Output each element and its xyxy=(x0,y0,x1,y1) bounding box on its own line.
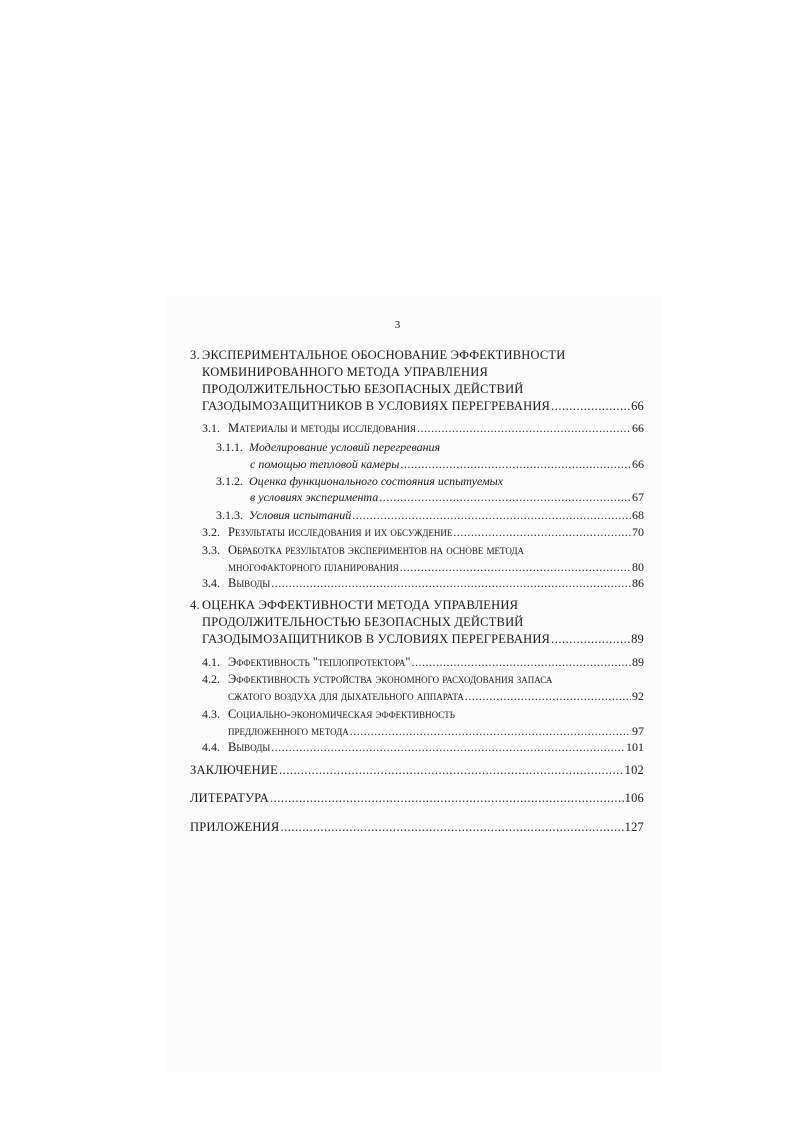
toc-ch4-line2 xyxy=(202,615,524,630)
toc-s4-2-title-1: Эффективность устройства экономного расходования запаса xyxy=(228,672,553,686)
toc-leader-dots xyxy=(465,689,631,704)
toc-leader-dots xyxy=(280,820,623,835)
toc-s3-1-2-line1 xyxy=(216,474,503,489)
toc-s3-4-num: 3.4. xyxy=(202,576,220,590)
toc-s4-2-line2 xyxy=(228,689,644,704)
toc-ch4-line1 xyxy=(190,598,518,613)
toc-leader-dots xyxy=(270,791,624,806)
toc-leader-dots xyxy=(350,724,631,739)
toc-leader-dots xyxy=(271,740,625,755)
toc-s3-3-title-1: Обработка результатов экспериментов на основе метода xyxy=(228,543,525,557)
toc-s3-1-page: 66 xyxy=(632,421,644,435)
toc-s4-3-num: 4.3. xyxy=(202,707,220,721)
toc-leader-dots xyxy=(271,576,631,591)
toc-s4-3-page: 97 xyxy=(632,724,644,738)
toc-ch3-title-1: ЭКСПЕРИМЕНТАЛЬНОЕ ОБОСНОВАНИЕ ЭФФЕКТИВНОСТИ xyxy=(202,348,566,362)
toc-s3-1-3 xyxy=(216,508,644,523)
toc-ch3-title-4: ГАЗОДЫМОЗАЩИТНИКОВ В УСЛОВИЯХ ПЕРЕГРЕВАНИЯ xyxy=(202,399,551,413)
toc-s3-1 xyxy=(202,421,644,436)
toc-s3-3-line1 xyxy=(202,543,524,558)
toc-ch4-title-1: ОЦЕНКА ЭФФЕКТИВНОСТИ МЕТОДА УПРАВЛЕНИЯ xyxy=(202,598,519,612)
toc-s4-3-title-2: предложенного метода xyxy=(228,724,349,738)
toc-leader-dots xyxy=(400,457,631,472)
toc-ch4-title-3: ГАЗОДЫМОЗАЩИТНИКОВ В УСЛОВИЯХ ПЕРЕГРЕВАНИЯ xyxy=(202,632,551,646)
toc-ch3-num: 3. xyxy=(190,348,200,362)
toc-ch3-title-2: КОМБИНИРОВАННОГО МЕТОДА УПРАВЛЕНИЯ xyxy=(202,365,489,379)
toc-ch3-line2 xyxy=(202,365,488,380)
toc-ch4-title-2: ПРОДОЛЖИТЕЛЬНОСТЬЮ БЕЗОПАСНЫХ ДЕЙСТВИЙ xyxy=(202,615,524,629)
toc-s3-1-1-line1 xyxy=(216,440,440,455)
toc-s4-3-line2 xyxy=(228,724,644,739)
toc-leader-dots xyxy=(551,399,630,414)
toc-s3-4 xyxy=(202,576,644,591)
toc-s3-3-title-2: многофакторного планирования xyxy=(228,560,399,574)
toc-s3-3-num: 3.3. xyxy=(202,543,220,557)
toc-s3-2-page: 70 xyxy=(632,525,644,539)
toc-s3-2 xyxy=(202,525,644,540)
toc-s3-1-2-title-2: в условиях эксперимента xyxy=(250,490,379,504)
toc-s4-3-line1 xyxy=(202,707,455,722)
toc-ch4-page: 89 xyxy=(631,632,644,646)
toc-leader-dots xyxy=(417,421,631,436)
toc-appendix-label: ПРИЛОЖЕНИЯ xyxy=(190,820,280,834)
toc-s3-1-3-label: Условия испытаний xyxy=(249,508,352,522)
toc-leader-dots xyxy=(453,525,631,540)
toc-s3-1-1-title-1: Моделирование условий перегревания xyxy=(249,440,441,454)
toc-leader-dots xyxy=(279,763,624,778)
toc-ch3-line1 xyxy=(190,348,565,363)
toc-s3-1-label: Материалы и методы исследования xyxy=(228,421,417,435)
toc-s3-1-2-title-1: Оценка функционального состояния испытуемых xyxy=(249,474,504,488)
toc-s3-2-num: 3.2. xyxy=(202,525,220,539)
toc-ch3-line4 xyxy=(202,399,644,414)
toc-s3-1-2-num: 3.1.2. xyxy=(216,474,243,488)
toc-s3-1-1-line2 xyxy=(250,457,644,472)
toc-ch3-page: 66 xyxy=(631,399,644,413)
toc-s3-1-2-line2 xyxy=(250,490,644,505)
toc-appendix xyxy=(190,820,644,835)
toc-s4-4-num: 4.4. xyxy=(202,740,220,754)
toc-s3-4-page: 86 xyxy=(632,576,644,590)
toc-s3-1-3-page: 68 xyxy=(632,508,644,522)
toc-literature-label: ЛИТЕРАТУРА xyxy=(190,791,269,805)
toc-s4-4-label: Выводы xyxy=(228,740,271,754)
toc-s3-4-label: Выводы xyxy=(228,576,271,590)
toc-s3-1-2-page: 67 xyxy=(632,490,644,504)
toc-literature xyxy=(190,791,644,806)
toc-s4-2-page: 92 xyxy=(632,689,644,703)
toc-s4-2-num: 4.2. xyxy=(202,672,220,686)
toc-s4-1-label: Эффективность "теплопротектора" xyxy=(228,655,411,669)
toc-s4-2-line1 xyxy=(202,672,552,687)
toc-s4-1-page: 89 xyxy=(632,655,644,669)
toc-leader-dots xyxy=(412,655,631,670)
toc-s3-2-label: Результаты исследования и их обсуждение xyxy=(228,525,453,539)
toc-conclusion-page: 102 xyxy=(624,763,644,777)
toc-s3-3-page: 80 xyxy=(632,560,644,574)
toc-ch4-line3 xyxy=(202,632,644,647)
toc-s4-3-title-1: Социально-экономическая эффективность xyxy=(228,707,455,721)
toc-ch3-line3 xyxy=(202,382,524,397)
toc-s3-1-1-page: 66 xyxy=(632,457,644,471)
toc-leader-dots xyxy=(551,632,630,647)
toc-conclusion xyxy=(190,763,644,778)
toc-ch4-num: 4. xyxy=(190,598,200,612)
toc-leader-dots xyxy=(400,560,631,575)
toc-s4-2-title-2: сжатого воздуха для дыхательного аппарата xyxy=(228,689,464,703)
toc-s3-1-1-num: 3.1.1. xyxy=(216,440,243,454)
toc-s4-4-page: 101 xyxy=(626,740,644,754)
toc-s4-1-num: 4.1. xyxy=(202,655,220,669)
toc-s3-1-3-num: 3.1.3. xyxy=(216,508,243,522)
toc-s3-1-1-title-2: с помощью тепловой камеры xyxy=(250,457,400,471)
toc-s4-1 xyxy=(202,655,644,670)
toc-appendix-page: 127 xyxy=(624,820,644,834)
toc-s4-4 xyxy=(202,740,644,755)
toc-conclusion-label: ЗАКЛЮЧЕНИЕ xyxy=(190,763,278,777)
page-number: 3 xyxy=(394,319,401,331)
toc-ch3-title-3: ПРОДОЛЖИТЕЛЬНОСТЬЮ БЕЗОПАСНЫХ ДЕЙСТВИЙ xyxy=(202,382,524,396)
toc-leader-dots xyxy=(379,490,631,505)
toc-s3-1-num: 3.1. xyxy=(202,421,220,435)
toc-s3-3-line2 xyxy=(228,560,644,575)
toc-literature-page: 106 xyxy=(624,791,644,805)
toc-leader-dots xyxy=(352,508,631,523)
